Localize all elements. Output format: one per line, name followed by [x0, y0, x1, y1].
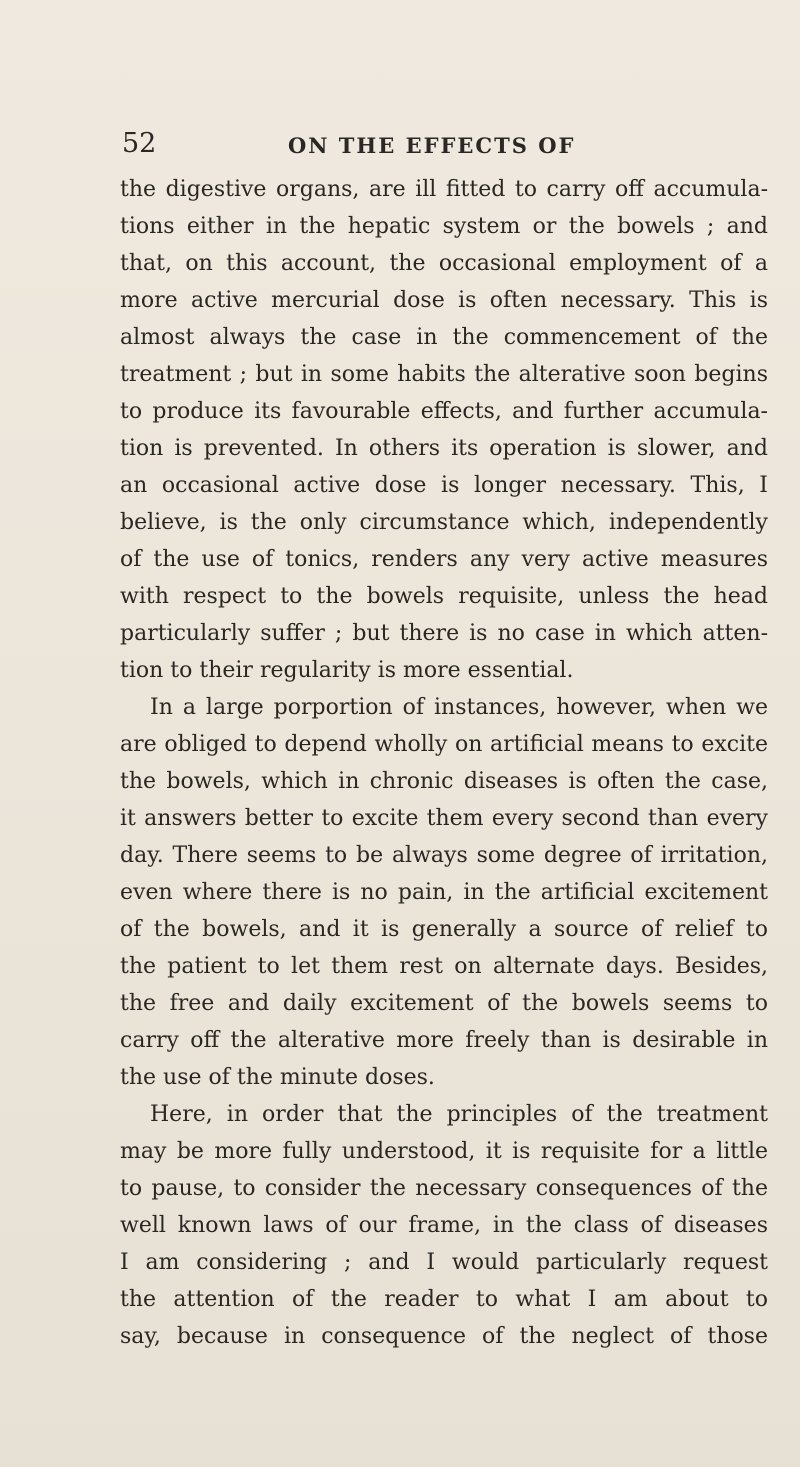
text-line: with respect to the bowels requisite, unless the head [120, 584, 768, 609]
text-line: that, on this account, the occasional employment of a [120, 251, 768, 276]
body-text [120, 171, 768, 1355]
text-line: the use of the minute doses. [120, 1065, 435, 1090]
running-title: ON THE EFFECTS OF [288, 133, 576, 158]
text-line: I am considering ; and I would particularly request [120, 1250, 768, 1275]
text-line: Here, in order that the principles of the treatment [150, 1102, 768, 1127]
text-line: particularly suffer ; but there is no case in which atten- [120, 621, 768, 646]
page-number: 52 [122, 128, 157, 159]
text-line: well known laws of our frame, in the class of diseases [120, 1213, 768, 1238]
text-line: In a large porportion of instances, however, when we [150, 695, 768, 720]
text-line: tion to their regularity is more essential. [120, 658, 574, 683]
text-line: the digestive organs, are ill fitted to carry off accumula- [120, 177, 768, 202]
text-line: treatment ; but in some habits the alterative soon begins [120, 362, 768, 387]
text-line: more active mercurial dose is often necessary. This is [120, 288, 768, 313]
text-line: believe, is the only circumstance which, independently [120, 510, 768, 535]
text-line: of the use of tonics, renders any very active measures [120, 547, 768, 572]
text-line: it answers better to excite them every second than every [120, 806, 768, 831]
text-line: the attention of the reader to what I am about to [120, 1287, 768, 1312]
text-line: almost always the case in the commencement of the [120, 325, 768, 350]
text-line: the free and daily excitement of the bowels seems to [120, 991, 768, 1016]
text-line: carry off the alterative more freely than is desirable in [120, 1028, 768, 1053]
text-line: the bowels, which in chronic diseases is often the case, [120, 769, 768, 794]
text-line: even where there is no pain, in the artificial excitement [120, 880, 768, 905]
text-line: day. There seems to be always some degree of irritation, [120, 843, 768, 868]
text-line: an occasional active dose is longer necessary. This, I [120, 473, 768, 498]
page-header [0, 128, 800, 168]
text-line: the patient to let them rest on alternate days. Besides, [120, 954, 768, 979]
text-line: of the bowels, and it is generally a source of relief to [120, 917, 768, 942]
text-line: tions either in the hepatic system or the bowels ; and [120, 214, 768, 239]
text-line: to produce its favourable effects, and further accumula- [120, 399, 768, 424]
text-line: to pause, to consider the necessary consequences of the [120, 1176, 768, 1201]
text-line: may be more fully understood, it is requisite for a little [120, 1139, 768, 1164]
text-line: say, because in consequence of the neglect of those [120, 1324, 768, 1349]
text-line: tion is prevented. In others its operation is slower, and [120, 436, 768, 461]
text-line: are obliged to depend wholly on artificial means to excite [120, 732, 768, 757]
